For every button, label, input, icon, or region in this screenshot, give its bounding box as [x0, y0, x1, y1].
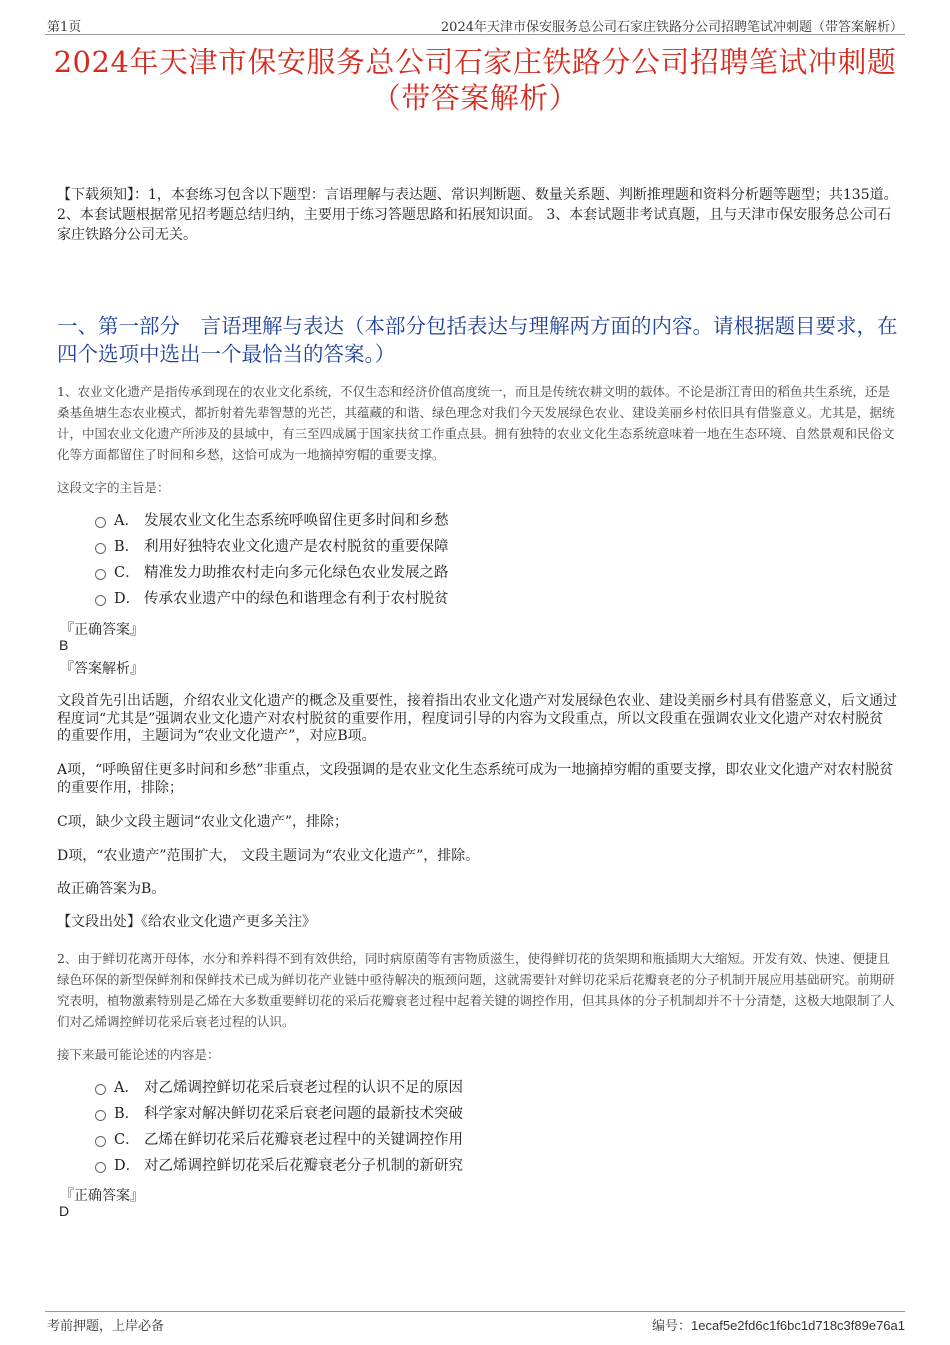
analysis-paragraph: A项，“呼唤留住更多时间和乡愁”非重点，文段强调的是农业文化生态系统可成为一地摘掉穷帽的重要支撑，即农业文化遗产对农村脱贫的重要作用，排除； — [57, 762, 894, 796]
code-label: 编号： — [652, 1319, 692, 1334]
radio-icon[interactable] — [95, 1084, 106, 1095]
document-title: 2024年天津市保安服务总公司石家庄铁路分公司招聘笔试冲刺题（带答案解析） — [53, 45, 897, 115]
option-a[interactable]: A． 发展农业文化生态系统呼唤留住更多时间和乡愁 — [95, 508, 449, 534]
option-c[interactable]: C． 乙烯在鲜切花采后花瓣衰老过程中的关键调控作用 — [95, 1127, 463, 1153]
option-b[interactable]: B． 科学家对解决鲜切花采后衰老问题的最新技术突破 — [95, 1101, 463, 1127]
answer-value: B — [59, 637, 69, 653]
footer-slogan: 考前押题，上岸必备 — [47, 1319, 165, 1334]
option-a[interactable]: A． 对乙烯调控鲜切花采后衰老过程的认识不足的原因 — [95, 1075, 463, 1101]
radio-icon[interactable] — [95, 1110, 106, 1121]
page-footer — [45, 1311, 905, 1334]
question-stem: 2、由于鲜切花离开母体，水分和养料得不到有效供给，同时病原菌等有害物质滋生，使得鲜切花的货架期和瓶插期大大缩短。开发有效、快速、便捷且绿色环保的新型保鲜剂和保鲜技术已成为鲜切花产业链中亟待解决的瓶颈问题，这就需要针对鲜切花采后花瓣衰老的分子机制开展应用基础研究。前期研究表明，植物激素特别是乙烯在大多数重要鲜切花的采后花瓣衰老过程中起着关键的调控作用，但其具体的分子机制却并不十分清楚，这极大地限制了人们对乙烯调控鲜切花采后衰老过程的认识。 — [57, 951, 895, 1029]
radio-icon[interactable] — [95, 543, 106, 554]
header-doc-title: 2024年天津市保安服务总公司石家庄铁路分公司招聘笔试冲刺题（带答案解析） — [440, 20, 903, 35]
option-list — [95, 508, 449, 612]
question-prompt: 接下来最可能论述的内容是： — [57, 1047, 220, 1062]
analysis-label: 『答案解析』 — [60, 661, 144, 677]
page-number: 第1页 — [47, 20, 82, 35]
analysis-paragraph: 故正确答案为B。 — [57, 881, 166, 897]
option-b[interactable]: B． 利用好独特农业文化遗产是农村脱贫的重要保障 — [95, 534, 449, 560]
analysis-paragraph: C项，缺少文段主题词“农业文化遗产”，排除； — [57, 814, 349, 830]
question-prompt: 这段文字的主旨是： — [57, 480, 170, 495]
radio-icon[interactable] — [95, 1162, 106, 1173]
answer-label: 『正确答案』 — [60, 622, 144, 638]
source-citation: 【文段出处】《给农业文化遗产更多关注》 — [57, 914, 316, 930]
radio-icon[interactable] — [95, 517, 106, 528]
option-list — [95, 1075, 463, 1179]
page-header — [45, 14, 905, 35]
document-code — [652, 1315, 905, 1334]
analysis-paragraph: 文段首先引出话题，介绍农业文化遗产的概念及重要性，接着指出农业文化遗产对发展绿色农业、建设美丽乡村具有借鉴意义，后文通过程度词“尤其是”强调农业文化遗产对农村脱贫的重要作用，程度词引导的内容为文段重点，所以文段重在强调农业文化遗产对农村脱贫的重要作用，主题词为“农业文化遗产”，对应B项。 — [57, 693, 897, 744]
radio-icon[interactable] — [95, 595, 106, 606]
answer-value: D — [59, 1203, 70, 1219]
analysis-paragraph: D项，“农业遗产”范围扩大， 文段主题词为“农业文化遗产”，排除。 — [57, 848, 480, 864]
download-notice: 【下载须知】：1，本套练习包含以下题型：言语理解与表达题、常识判断题、数量关系题、判断推理题和资料分析题等题型；共135道。 2、本套试题根据常见招考题总结归纳，主要用于练习答题思路和拓展知识面。 3、本套试题非考试真题，且与天津市保安服务总公司石家庄铁路分公司无关。 — [57, 187, 898, 243]
radio-icon[interactable] — [95, 1136, 106, 1147]
option-c[interactable]: C． 精准发力助推农村走向多元化绿色农业发展之路 — [95, 560, 449, 586]
section-heading: 一、第一部分 言语理解与表达（本部分包括表达与理解两方面的内容。请根据题目要求，在四个选项中选出一个最恰当的答案。） — [57, 314, 898, 366]
option-d[interactable]: D． 传承农业遗产中的绿色和谐理念有利于农村脱贫 — [95, 586, 449, 612]
radio-icon[interactable] — [95, 569, 106, 580]
answer-label: 『正确答案』 — [60, 1188, 144, 1204]
option-d[interactable]: D． 对乙烯调控鲜切花采后花瓣衰老分子机制的新研究 — [95, 1153, 463, 1179]
code-value: 1ecaf5e2fd6c1f6bc1d718c3f89e76a1 — [691, 1318, 905, 1333]
question-stem: 1、农业文化遗产是指传承到现在的农业文化系统，不仅生态和经济价值高度统一，而且是传统农耕文明的载体。不论是浙江青田的稻鱼共生系统，还是桑基鱼塘生态农业模式，都折射着先辈智慧的光芒，其蕴藏的和谐、绿色理念对我们今天发展绿色农业、建设美丽乡村依旧具有借鉴意义。尤其是，据统计，中国农业文化遗产所涉及的县域中，有三至四成属于国家扶贫工作重点县。拥有独特的农业文化生态系统意味着一地在生态环境、自然景观和民俗文化等方面都留住了时间和乡愁，这恰可成为一地摘掉穷帽的重要支撑。 — [57, 384, 895, 462]
